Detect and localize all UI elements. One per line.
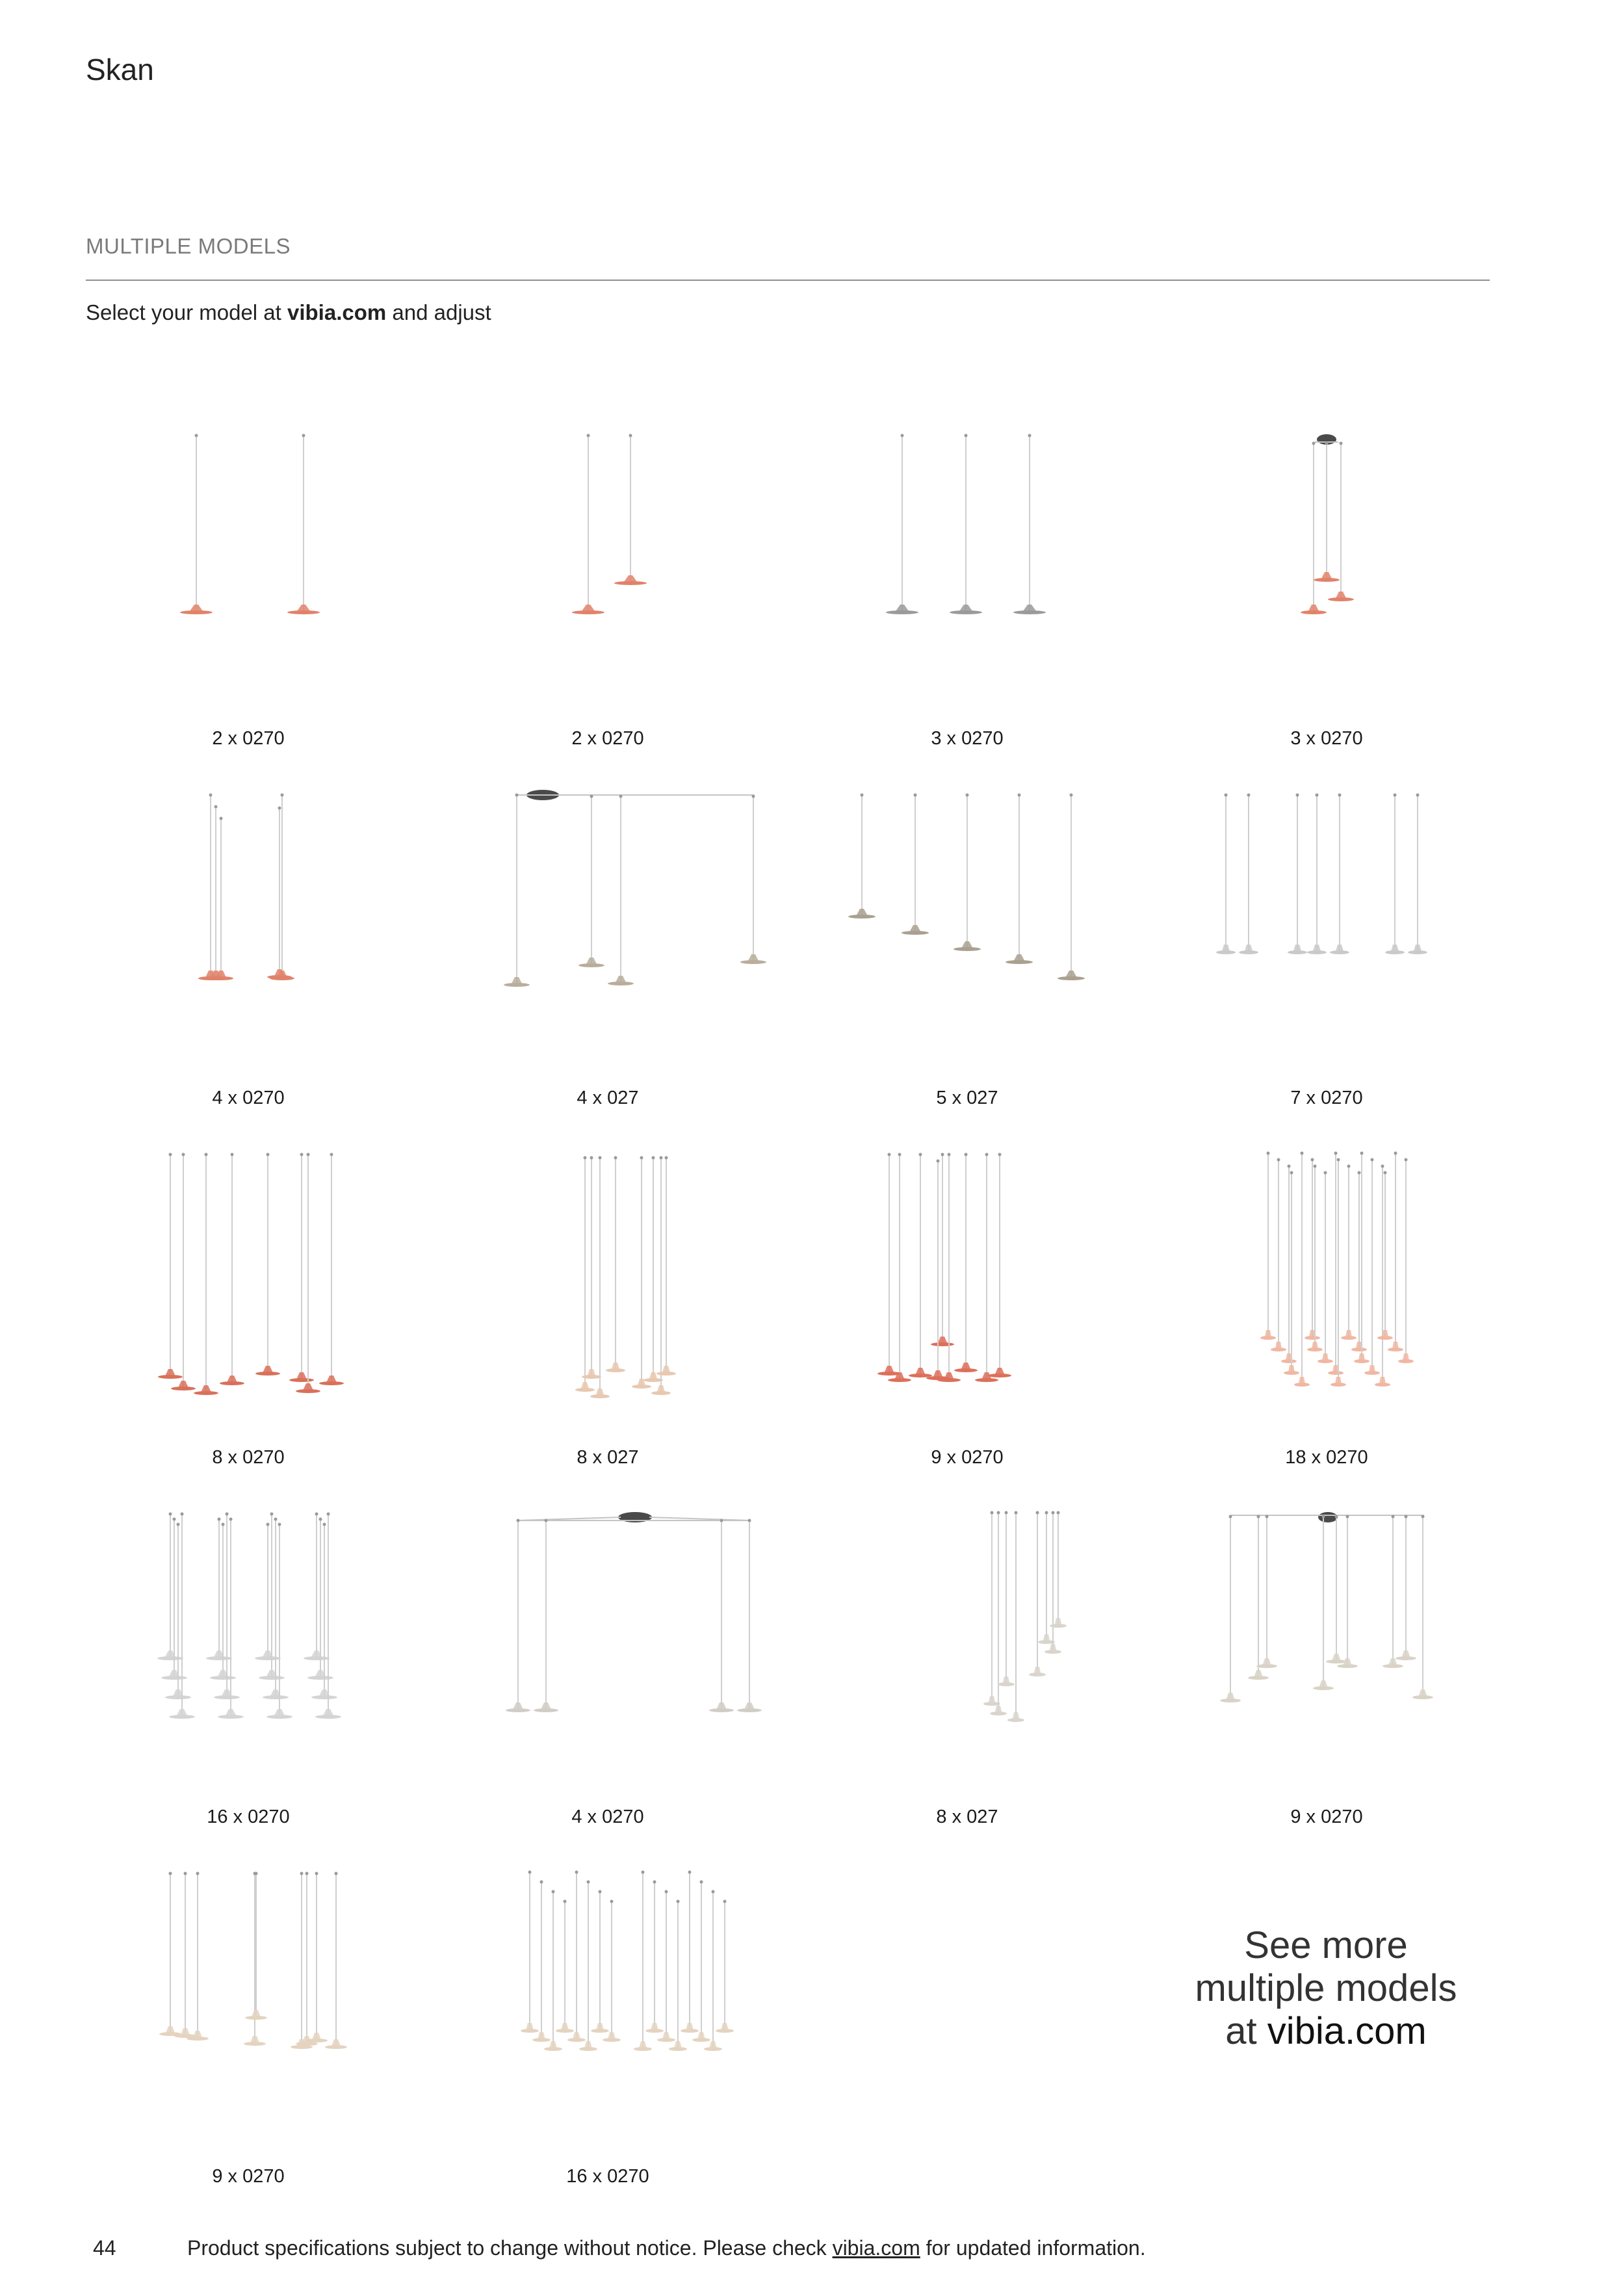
- model-label: 18 x 0270: [1285, 1447, 1368, 1468]
- model-card[interactable]: [73, 776, 424, 1133]
- pendant-lamp-illustration: [792, 1135, 1143, 1434]
- page-number: 44: [93, 2236, 116, 2260]
- model-card[interactable]: [73, 1494, 424, 1852]
- model-label: 2 x 0270: [212, 728, 285, 749]
- model-label: 9 x 0270: [931, 1447, 1004, 1468]
- pendant-lamp-illustration: [792, 776, 1143, 1075]
- intro-link[interactable]: vibia.com: [287, 300, 387, 324]
- intro-prefix: Select your model at: [86, 300, 287, 324]
- pendant-lamp-illustration: [73, 1135, 424, 1434]
- model-label: 16 x 0270: [566, 2166, 649, 2187]
- model-label: 4 x 0270: [212, 1088, 285, 1108]
- section-title: MULTIPLE MODELS: [86, 234, 291, 258]
- pendant-lamp-illustration: [432, 1494, 783, 1794]
- pendant-lamp-illustration: [432, 416, 783, 715]
- model-card[interactable]: [1151, 776, 1502, 1133]
- model-card[interactable]: [792, 776, 1143, 1133]
- model-card[interactable]: [432, 416, 783, 774]
- pendant-lamp-illustration: [1151, 1494, 1502, 1794]
- pendant-lamp-illustration: [792, 1494, 1143, 1794]
- model-label: 2 x 0270: [571, 728, 644, 749]
- model-label: 3 x 0270: [931, 728, 1004, 749]
- pendant-lamp-illustration: [432, 776, 783, 1075]
- model-card[interactable]: [1151, 1135, 1502, 1493]
- pendant-lamp-illustration: [432, 1854, 783, 2153]
- pendant-lamp-illustration: [1151, 416, 1502, 715]
- model-label: 4 x 0270: [571, 1807, 644, 1827]
- model-card[interactable]: [792, 1494, 1143, 1852]
- intro-text: [86, 300, 491, 325]
- model-card[interactable]: [792, 1135, 1143, 1493]
- model-label: 5 x 027: [936, 1088, 998, 1108]
- model-label: 9 x 0270: [212, 2166, 285, 2187]
- pendant-lamp-illustration: [1151, 1135, 1502, 1434]
- promo-link[interactable]: vibia.com: [1267, 2010, 1427, 2052]
- pendant-lamp-illustration: [73, 1494, 424, 1794]
- model-card[interactable]: [432, 1494, 783, 1852]
- model-card[interactable]: [73, 416, 424, 774]
- model-card[interactable]: [1151, 416, 1502, 774]
- model-card[interactable]: [73, 1135, 424, 1493]
- footer-disclaimer: [187, 2236, 1146, 2260]
- model-card[interactable]: [792, 416, 1143, 774]
- model-card[interactable]: [432, 776, 783, 1133]
- model-card[interactable]: [1151, 1494, 1502, 1852]
- model-card[interactable]: [73, 1854, 424, 2211]
- section-divider: [86, 280, 1490, 281]
- see-more-promo[interactable]: [1092, 1924, 1560, 2053]
- pendant-lamp-illustration: [1151, 776, 1502, 1075]
- model-label: 3 x 0270: [1290, 728, 1363, 749]
- model-label: 8 x 027: [577, 1447, 639, 1468]
- promo-line-2: multiple models: [1195, 1967, 1457, 2009]
- footer-link[interactable]: vibia.com: [832, 2236, 920, 2260]
- pendant-lamp-illustration: [73, 776, 424, 1075]
- brand-title: Skan: [86, 53, 154, 86]
- promo-line-1: See more: [1244, 1924, 1408, 1966]
- pendant-lamp-illustration: [432, 1135, 783, 1434]
- footer-suffix: for updated information.: [920, 2236, 1146, 2260]
- model-card[interactable]: [432, 1854, 783, 2211]
- pendant-lamp-illustration: [792, 416, 1143, 715]
- footer-prefix: Product specifications subject to change without notice. Please check: [187, 2236, 833, 2260]
- intro-suffix: and adjust: [386, 300, 491, 324]
- promo-prefix: at: [1225, 2010, 1267, 2052]
- model-label: 8 x 0270: [212, 1447, 285, 1468]
- model-label: 8 x 027: [936, 1807, 998, 1827]
- pendant-lamp-illustration: [73, 416, 424, 715]
- model-label: 4 x 027: [577, 1088, 639, 1108]
- model-card[interactable]: [432, 1135, 783, 1493]
- promo-line-3: [1092, 2010, 1560, 2053]
- model-label: 7 x 0270: [1290, 1088, 1363, 1108]
- model-label: 16 x 0270: [207, 1807, 290, 1827]
- model-label: 9 x 0270: [1290, 1807, 1363, 1827]
- pendant-lamp-illustration: [73, 1854, 424, 2153]
